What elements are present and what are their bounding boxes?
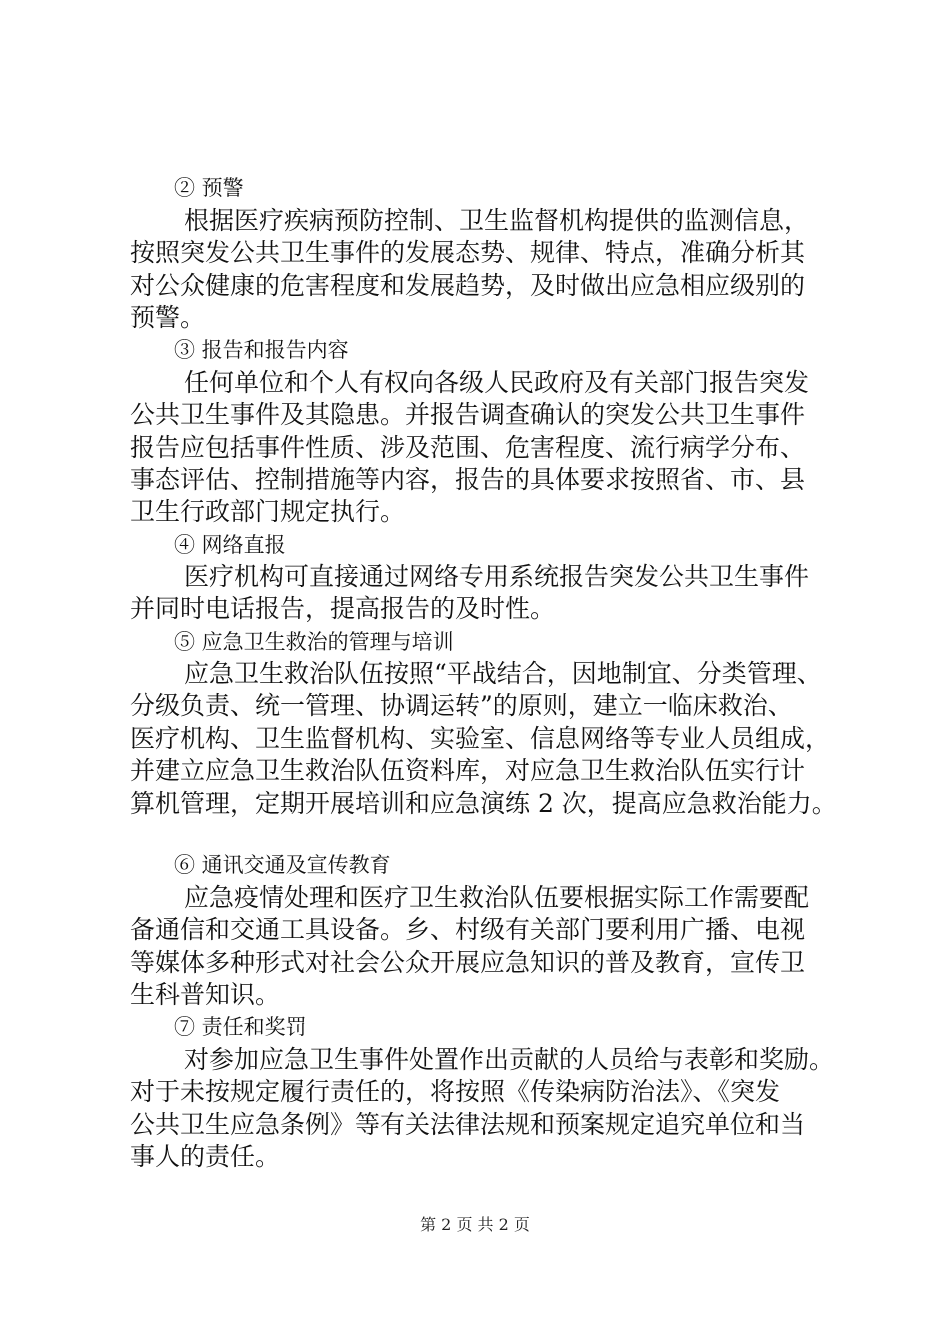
paragraph-line: 公共卫生事件及其隐患。并报告调查确认的突发公共卫生事件 [130, 400, 806, 429]
section-heading-responsibility: ⑦ 责任和奖罚 [174, 1015, 307, 1039]
paragraph-line: 事人的责任。 [130, 1142, 281, 1171]
section-heading-warning: ② 预警 [174, 176, 244, 200]
paragraph-line: 算机管理，定期开展培训和应急演练 2 次，提高应急救治能力。 [130, 789, 837, 818]
paragraph-line: 并建立应急卫生救治队伍资料库，对应急卫生救治队伍实行计 [130, 756, 806, 785]
paragraph-line: 公共卫生应急条例》等有关法律法规和预案规定追究单位和当 [130, 1110, 806, 1139]
section-heading-training: ⑤ 应急卫生救治的管理与培训 [174, 630, 454, 654]
paragraph-line: 备通信和交通工具设备。乡、村级有关部门要利用广播、电视 [130, 915, 806, 944]
paragraph-line: 应急卫生救治队伍按照“平战结合，因地制宜、分类管理、 [184, 659, 822, 688]
paragraph-line: 对公众健康的危害程度和发展趋势，及时做出应急相应级别的 [130, 271, 806, 300]
section-heading-network: ④ 网络直报 [174, 533, 286, 557]
paragraph-line: 任何单位和个人有权向各级人民政府及有关部门报告突发 [184, 368, 810, 397]
paragraph-line: 对参加应急卫生事件处置作出贡献的人员给与表彰和奖励。 [184, 1045, 835, 1074]
paragraph-line: 预警。 [130, 303, 206, 332]
paragraph-line: 对于未按规定履行责任的，将按照《传染病防治法》、《突发 [130, 1077, 781, 1106]
page-number-footer: 第 2 页 共 2 页 [420, 1215, 530, 1234]
paragraph-line: 报告应包括事件性质、涉及范围、危害程度、流行病学分布、 [130, 433, 806, 462]
paragraph-line: 等媒体多种形式对社会公众开展应急知识的普及教育，宣传卫 [130, 948, 806, 977]
paragraph-line: 根据医疗疾病预防控制、卫生监督机构提供的监测信息， [184, 206, 810, 235]
paragraph-line: 并同时电话报告，提高报告的及时性。 [130, 594, 556, 623]
paragraph-line: 医疗机构可直接通过网络专用系统报告突发公共卫生事件 [184, 562, 810, 591]
paragraph-line: 生科普知识。 [130, 980, 281, 1009]
paragraph-line: 事态评估、控制措施等内容，报告的具体要求按照省、市、县 [130, 465, 806, 494]
paragraph-line: 应急疫情处理和医疗卫生救治队伍要根据实际工作需要配 [184, 883, 810, 912]
paragraph-line: 分级负责、统一管理、协调运转”的原则，建立一临床救治、 [130, 691, 793, 720]
paragraph-line: 卫生行政部门规定执行。 [130, 497, 406, 526]
section-heading-report: ③ 报告和报告内容 [174, 338, 349, 362]
paragraph-line: 按照突发公共卫生事件的发展态势、规律、特点，准确分析其 [130, 238, 806, 267]
paragraph-line: 医疗机构、卫生监督机构、实验室、信息网络等专业人员组成， [130, 724, 831, 753]
section-heading-communication: ⑥ 通讯交通及宣传教育 [174, 853, 391, 877]
